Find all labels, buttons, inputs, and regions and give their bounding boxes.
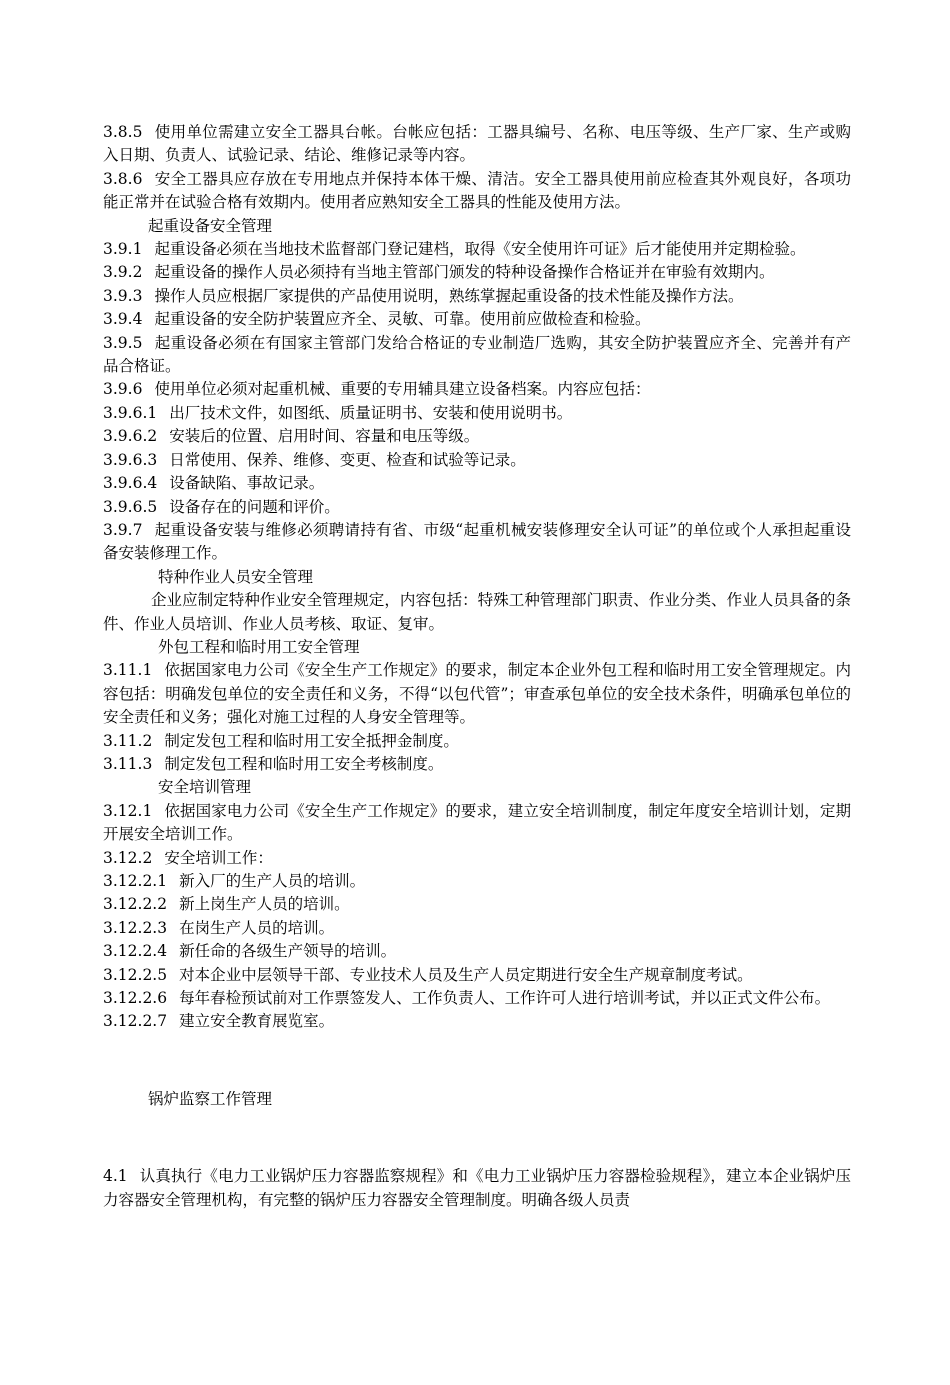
clause-number: 3.11.1 — [103, 661, 153, 680]
clause-paragraph — [103, 1165, 851, 1212]
clause-paragraph — [103, 519, 851, 566]
section-heading: 锅炉监察工作管理 — [148, 1089, 273, 1108]
clause-text: 安全培训工作： — [164, 848, 273, 867]
clause-paragraph — [103, 285, 851, 308]
body-paragraph: 企业应制定特种作业安全管理规定，内容包括：特殊工种管理部门职责、作业分类、作业人员具备的条件、作业人员培训、作业人员考核、取证、复审。 — [103, 591, 851, 633]
clause-paragraph — [103, 753, 851, 776]
clause-number: 3.9.6.1 — [103, 403, 158, 422]
clause-paragraph — [103, 402, 851, 425]
clause-text: 建立安全教育展览室。 — [179, 1012, 335, 1031]
clause-number: 3.12.2.2 — [103, 895, 168, 914]
clause-text: 起重设备必须在有国家主管部门发给合格证的专业制造厂选购，其安全防护装置应齐全、完善并有产品合格证。 — [103, 333, 851, 376]
clause-text: 依据国家电力公司《安全生产工作规定》的要求，制定本企业外包工程和临时用工安全管理规定。内容包括：明确发包单位的安全责任和义务，不得“以包代管”；审查承包单位的安全技术条件，明确承包单位的安全责任和义务；强化对施工过程的人身安全管理等。 — [103, 661, 851, 727]
clause-paragraph — [103, 917, 851, 940]
clause-paragraph — [103, 449, 851, 472]
clause-text: 设备存在的问题和评价。 — [169, 497, 340, 516]
clause-paragraph — [103, 893, 851, 916]
clause-paragraph — [103, 332, 851, 379]
clause-paragraph — [103, 425, 851, 448]
clause-paragraph — [103, 496, 851, 519]
section-heading: 外包工程和临时用工安全管理 — [158, 637, 360, 656]
clause-number: 3.12.2.4 — [103, 942, 168, 961]
section-heading: 特种作业人员安全管理 — [158, 567, 314, 586]
clause-text: 起重设备安装与维修必须聘请持有省、市级“起重机械安装修理安全认可证”的单位或个人承担起重设备安装修理工作。 — [103, 520, 851, 563]
clause-number: 3.9.3 — [103, 286, 143, 305]
clause-text: 制定发包工程和临时用工安全抵押金制度。 — [164, 731, 459, 750]
clause-text: 日常使用、保养、维修、变更、检查和试验等记录。 — [169, 450, 526, 469]
clause-paragraph — [103, 121, 851, 168]
clause-text: 新上岗生产人员的培训。 — [179, 895, 350, 914]
clause-text: 使用单位需建立安全工器具台帐。台帐应包括：工器具编号、名称、电压等级、生产厂家、生产或购入日期、负责人、试验记录、结论、维修记录等内容。 — [103, 123, 851, 165]
clause-number: 3.9.5 — [103, 333, 143, 352]
blank-line — [103, 1127, 851, 1150]
section-heading: 安全培训管理 — [158, 778, 252, 797]
document-page — [103, 121, 851, 1212]
clause-text: 认真执行《电力工业锅炉压力容器监察规程》和《电力工业锅炉压力容器检验规程》，建立本企业锅炉压力容器安全管理机构，有完整的锅炉压力容器安全管理制度。明确各级人员责 — [103, 1167, 851, 1209]
clause-number: 3.9.6 — [103, 380, 143, 399]
clause-paragraph — [103, 730, 851, 753]
clause-paragraph — [103, 1010, 851, 1033]
clause-number: 3.12.2.1 — [103, 872, 168, 890]
clause-paragraph — [103, 870, 851, 893]
clause-number: 3.9.6.5 — [103, 497, 158, 516]
clause-text: 依据国家电力公司《安全生产工作规定》的要求，建立安全培训制度，制定年度安全培训计划，定期开展安全培训工作。 — [103, 801, 851, 844]
section-heading: 起重设备安全管理 — [148, 216, 273, 235]
clause-number: 3.12.2.5 — [103, 965, 168, 984]
clause-number: 3.12.2.7 — [103, 1012, 168, 1031]
clause-text: 制定发包工程和临时用工安全考核制度。 — [164, 754, 444, 773]
clause-number: 3.12.2.3 — [103, 918, 168, 937]
clause-paragraph — [103, 940, 851, 963]
clause-paragraph — [103, 659, 851, 729]
blank-line — [103, 1049, 851, 1072]
clause-text: 每年春检预试前对工作票签发人、工作负责人、工作许可人进行培训考试，并以正式文件公布。 — [179, 989, 831, 1008]
clause-number: 3.9.6.3 — [103, 450, 158, 469]
clause-number: 3.12.1 — [103, 801, 153, 820]
clause-paragraph — [103, 987, 851, 1010]
clause-number: 3.8.6 — [103, 169, 143, 188]
clause-number: 4.1 — [103, 1167, 128, 1186]
clause-text: 在岗生产人员的培训。 — [179, 918, 335, 937]
clause-text: 起重设备必须在当地技术监督部门登记建档，取得《安全使用许可证》后才能使用并定期检验。 — [154, 240, 806, 259]
clause-number: 3.9.2 — [103, 263, 143, 282]
clause-paragraph — [103, 168, 851, 215]
clause-number: 3.8.5 — [103, 123, 143, 141]
clause-paragraph — [103, 378, 851, 401]
clause-number: 3.9.7 — [103, 520, 143, 539]
clause-paragraph — [103, 261, 851, 284]
clause-text: 安装后的位置、启用时间、容量和电压等级。 — [169, 427, 480, 446]
clause-text: 对本企业中层领导干部、专业技术人员及生产人员定期进行安全生产规章制度考试。 — [179, 965, 753, 984]
clause-text: 新入厂的生产人员的培训。 — [179, 872, 366, 890]
clause-paragraph — [103, 800, 851, 847]
clause-paragraph — [103, 238, 851, 261]
clause-number: 3.11.3 — [103, 754, 153, 773]
clause-number: 3.9.1 — [103, 240, 143, 259]
clause-paragraph — [103, 472, 851, 495]
clause-number: 3.12.2.6 — [103, 989, 168, 1008]
clause-text: 设备缺陷、事故记录。 — [169, 474, 325, 493]
clause-text: 出厂技术文件，如图纸、质量证明书、安装和使用说明书。 — [169, 403, 573, 422]
clause-text: 使用单位必须对起重机械、重要的专用辅具建立设备档案。内容应包括： — [154, 380, 651, 399]
clause-paragraph — [103, 847, 851, 870]
clause-number: 3.9.6.4 — [103, 474, 158, 493]
clause-number: 3.9.4 — [103, 310, 143, 329]
clause-text: 起重设备的操作人员必须持有当地主管部门颁发的特种设备操作合格证并在审验有效期内。 — [154, 263, 775, 282]
clause-paragraph — [103, 308, 851, 331]
clause-text: 起重设备的安全防护装置应齐全、灵敏、可靠。使用前应做检查和检验。 — [154, 310, 651, 329]
clause-text: 操作人员应根据厂家提供的产品使用说明，熟练掌握起重设备的技术性能及操作方法。 — [154, 286, 744, 305]
clause-number: 3.12.2 — [103, 848, 153, 867]
clause-text: 安全工器具应存放在专用地点并保持本体干燥、清洁。安全工器具使用前应检查其外观良好，各项功能正常并在试验合格有效期内。使用者应熟知安全工器具的性能及使用方法。 — [103, 169, 851, 212]
clause-number: 3.11.2 — [103, 731, 153, 750]
clause-number: 3.9.6.2 — [103, 427, 158, 446]
clause-text: 新任命的各级生产领导的培训。 — [179, 942, 397, 961]
clause-paragraph — [103, 964, 851, 987]
